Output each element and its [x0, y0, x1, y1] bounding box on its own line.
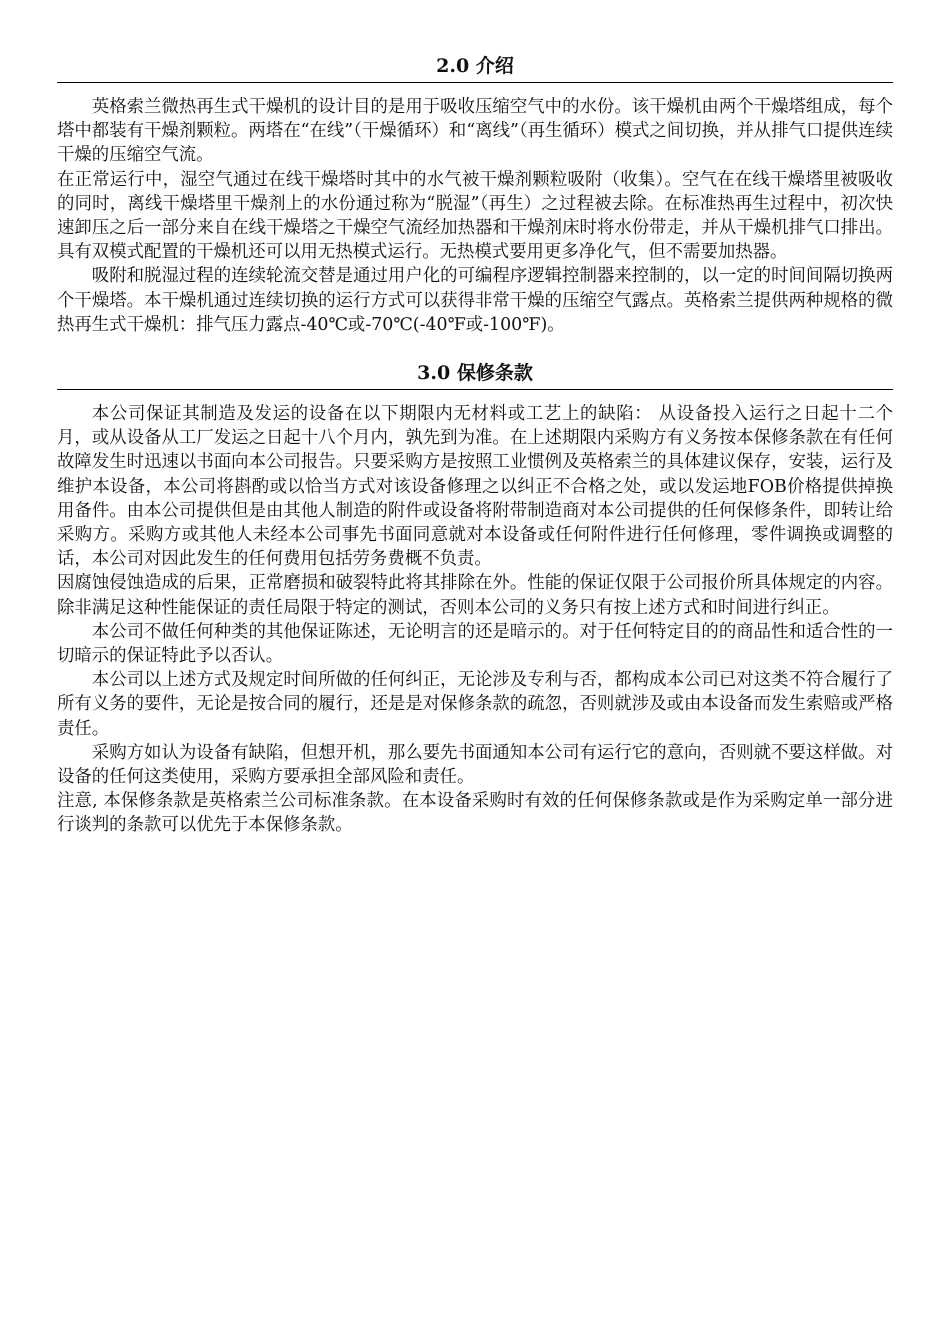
- paragraph: 因腐蚀侵蚀造成的后果，正常磨损和破裂特此将其排除在外。性能的保证仅限于公司报价所具体规定的内容。除非满足这种性能保证的责任局限于特定的测试，否则本公司的义务只有按上述方式和时间进行纠正。: [57, 573, 893, 618]
- section-title-warranty: 3.0 保修条款: [57, 357, 893, 390]
- section-title-introduction: 2.0 介绍: [57, 50, 893, 83]
- paragraph: 英格索兰微热再生式干燥机的设计目的是用于吸收压缩空气中的水份。该干燥机由两个干燥塔组成，每个塔中都装有干燥剂颗粒。两塔在“在线”（干燥循环）和“离线”（再生循环）模式之间切换，并从排气口提供连续干燥的压缩空气流。: [57, 97, 893, 166]
- paragraph: 本公司以上述方式及规定时间所做的任何纠正，无论涉及专利与否，都构成本公司已对这类不符合履行了所有义务的要件，无论是按合同的履行，还是是对保修条款的疏忽，否则就涉及或由本设备而发生索赔或严格责任。: [57, 670, 893, 739]
- section-body-warranty: [57, 402, 893, 838]
- paragraph: 本公司保证其制造及发运的设备在以下期限内无材料或工艺上的缺陷： 从设备投入运行之日起十二个月，或从设备从工厂发运之日起十八个月内，孰先到为准。在上述期限内采购方有义务按本保修条款在有任何故障发生时迅速以书面向本公司报告。只要采购方是按照工业惯例及英格索兰的具体建议保存，安装，运行及维护本设备，本公司将斟酌或以恰当方式对该设备修理之以纠正不合格之处，或以发运地FOB价格提供掉换用备件。由本公司提供但是由其他人制造的附件或设备将附带制造商对本公司提供的任何保修条件，即转让给采购方。采购方或其他人未经本公司事先书面同意就对本设备或任何附件进行任何修理，零件调换或调整的话，本公司对因此发生的任何费用包括劳务费概不负责。: [57, 404, 893, 570]
- paragraph: 采购方如认为设备有缺陷，但想开机，那么要先书面通知本公司有运行它的意向，否则就不要这样做。对设备的任何这类使用，采购方要承担全部风险和责任。: [57, 742, 893, 788]
- paragraph: 在正常运行中，湿空气通过在线干燥塔时其中的水气被干燥剂颗粒吸附（收集）。空气在在线干燥塔里被吸收的同时，离线干燥塔里干燥剂上的水份通过称为“脱湿”（再生）之过程被去除。在标准热再生过程中，初次快速卸压之后一部分来自在线干燥塔之干燥空气流经加热器和干燥剂床时将水份带走，并从干燥机排气口排出。具有双模式配置的干燥机还可以用无热模式运行。无热模式要用更多净化气，但不需要加热器。: [57, 169, 893, 263]
- paragraph: 本公司不做任何种类的其他保证陈述，无论明言的还是暗示的。对于任何特定目的的商品性和适合性的一切暗示的保证特此予以否认。: [57, 621, 893, 667]
- section-introduction: [57, 50, 893, 337]
- section-warranty: [57, 357, 893, 838]
- paragraph: 注意, 本保修条款是英格索兰公司标准条款。在本设备采购时有效的任何保修条款或是作为采购定单一部分进行谈判的条款可以优先于本保修条款。: [57, 791, 893, 836]
- paragraph: 吸附和脱湿过程的连续轮流交替是通过用户化的可编程序逻辑控制器来控制的，以一定的时间间隔切换两个干燥塔。本干燥机通过连续切换的运行方式可以获得非常干燥的压缩空气露点。英格索兰提供两种规格的微热再生式干燥机：排气压力露点-40℃或-70℃(-40℉或-100℉)。: [57, 266, 893, 335]
- section-body-introduction: [57, 95, 893, 337]
- document-page: [57, 50, 893, 858]
